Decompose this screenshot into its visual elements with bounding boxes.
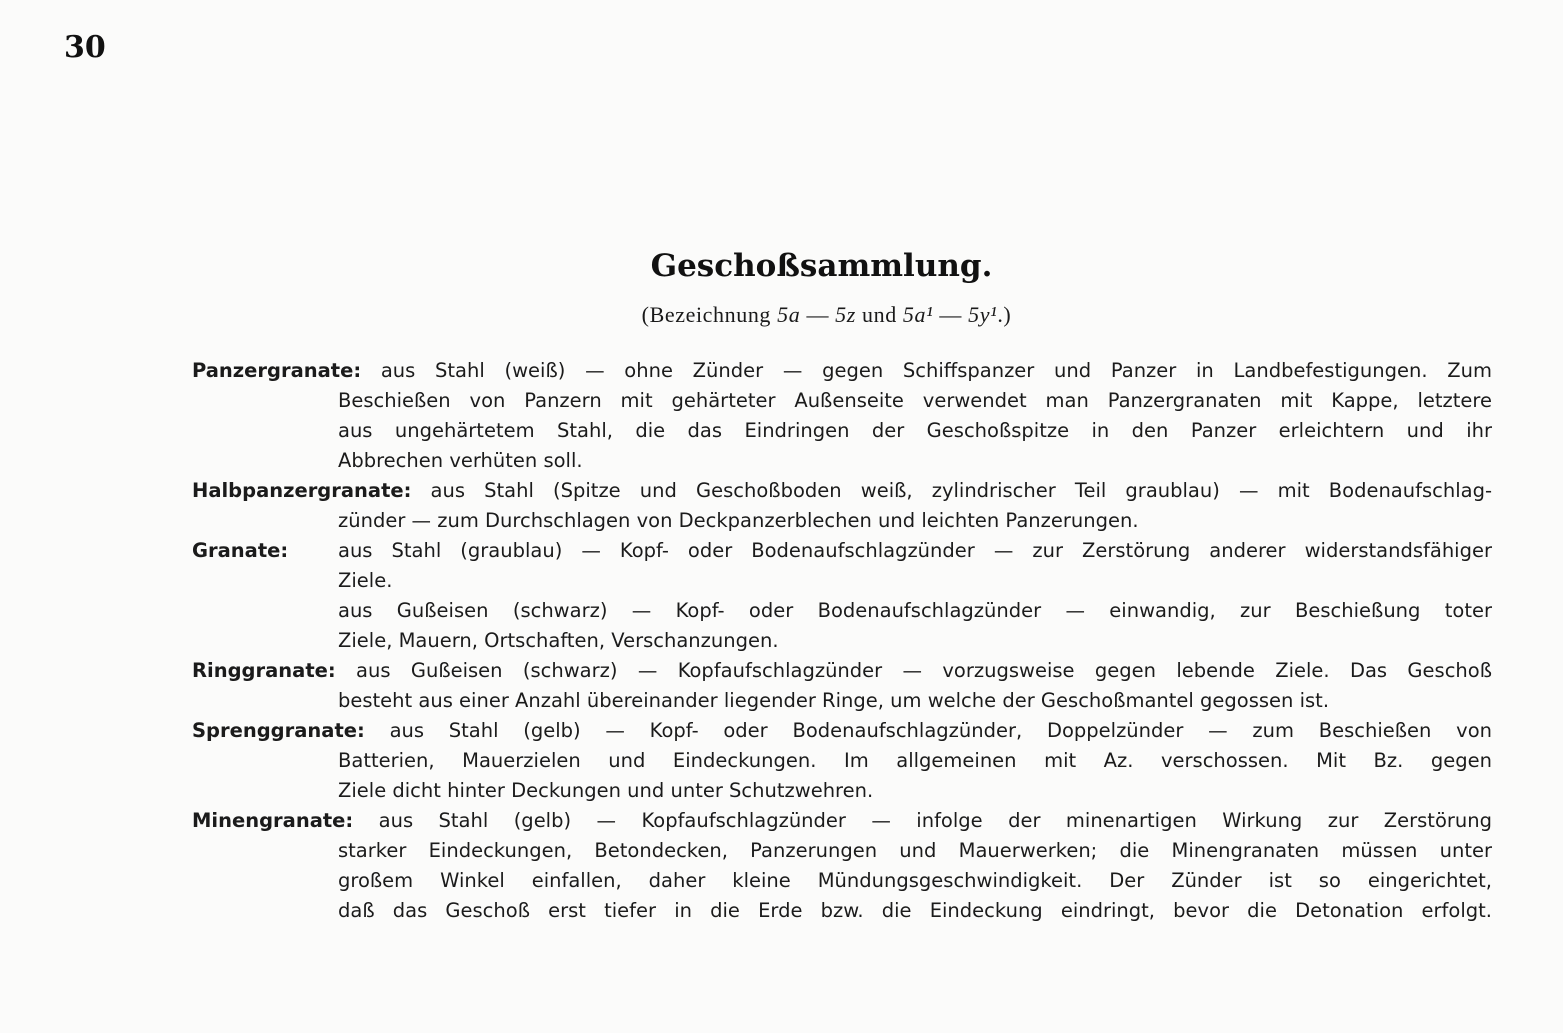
entry-line: Ziele.	[338, 569, 393, 592]
subtitle-prefix: (Bezeichnung	[641, 302, 778, 327]
entry-line: Ziele, Mauern, Ortschaften, Verschanzungen.	[338, 629, 779, 652]
entry-minengranate	[192, 806, 1492, 926]
entry-halbpanzergranate	[192, 476, 1492, 536]
entry-text: aus Stahl (weiß) — ohne Zünder — gegen Schiffspanzer und Panzer in Landbefestigungen. Zum	[361, 359, 1492, 382]
subtitle-dash1: —	[800, 302, 836, 327]
entry-text: aus Stahl (Spitze und Geschoßboden weiß, zylindrischer Teil graublau) — mit Bodenaufschlag-	[411, 479, 1492, 502]
entry-term: Ringgranate:	[192, 659, 336, 682]
entry-panzergranate	[192, 356, 1492, 476]
entry-term: Panzergranate:	[192, 359, 362, 382]
entry-list	[192, 356, 1492, 926]
subtitle-suffix: .)	[997, 302, 1012, 327]
subtitle-range2-start: 5a¹	[902, 302, 934, 327]
entry-line: Abbrechen verhüten soll.	[338, 449, 583, 472]
subtitle-range2-end: 5y¹	[968, 302, 998, 327]
entry-line: aus ungehärtetem Stahl, die das Eindringen der Geschoßspitze in den Panzer erleichtern und ihr	[338, 419, 1492, 442]
subtitle-range1-end: 5z	[835, 302, 856, 327]
entry-line: großem Winkel einfallen, daher kleine Mündungsgeschwindigkeit. Der Zünder ist so eingerichtet,	[338, 869, 1492, 892]
entry-line: Beschießen von Panzern mit gehärteter Außenseite verwendet man Panzergranaten mit Kappe, letztere	[338, 389, 1492, 412]
entry-term: Granate:	[192, 539, 289, 562]
entry-ringgranate	[192, 656, 1492, 716]
entry-line: daß das Geschoß erst tiefer in die Erde bzw. die Eindeckung eindringt, bevor die Detonation erfolgt.	[338, 899, 1492, 922]
entry-line	[192, 536, 1492, 566]
entry-line	[192, 656, 1492, 686]
entry-term: Halbpanzergranate:	[192, 479, 412, 502]
subtitle	[0, 302, 1563, 328]
page-number: 30	[64, 30, 106, 65]
entry-text: aus Stahl (graublau) — Kopf- oder Bodenaufschlagzünder — zur Zerstörung anderer widerstandsfähiger	[338, 539, 1492, 562]
entry-text: aus Gußeisen (schwarz) — Kopfaufschlagzünder — vorzugsweise gegen lebende Ziele. Das Geschoß	[335, 659, 1492, 682]
entry-term: Minengranate:	[192, 809, 354, 832]
entry-line: zünder — zum Durchschlagen von Deckpanzerblechen und leichten Panzerungen.	[338, 509, 1139, 532]
entry-line: starker Eindeckungen, Betondecken, Panzerungen und Mauerwerken; die Minengranaten müssen unter	[338, 839, 1492, 862]
entry-line: aus Gußeisen (schwarz) — Kopf- oder Bodenaufschlagzünder — einwandig, zur Beschießung toter	[338, 599, 1492, 622]
entry-term: Sprenggranate:	[192, 719, 365, 742]
subtitle-range1-start: 5a	[777, 302, 801, 327]
entry-line	[192, 716, 1492, 746]
subtitle-middle: und	[855, 302, 903, 327]
entry-line: Ziele dicht hinter Deckungen und unter Schutzwehren.	[338, 779, 874, 802]
page-title: Geschoßsammlung.	[650, 248, 993, 284]
entry-text: aus Stahl (gelb) — Kopf- oder Bodenaufschlagzünder, Doppelzünder — zum Beschießen von	[364, 719, 1492, 742]
entry-line	[192, 356, 1492, 386]
subtitle-dash2: —	[933, 302, 969, 327]
entry-line	[192, 476, 1492, 506]
entry-line	[192, 806, 1492, 836]
entry-line: Batterien, Mauerzielen und Eindeckungen. Im allgemeinen mit Az. verschossen. Mit Bz. gegen	[338, 749, 1492, 772]
entry-granate	[192, 536, 1492, 656]
entry-sprenggranate	[192, 716, 1492, 806]
entry-text: aus Stahl (gelb) — Kopfaufschlagzünder — infolge der minenartigen Wirkung zur Zerstörung	[353, 809, 1492, 832]
entry-line: besteht aus einer Anzahl übereinander liegender Ringe, um welche der Geschoßmantel gegossen ist.	[338, 689, 1330, 712]
